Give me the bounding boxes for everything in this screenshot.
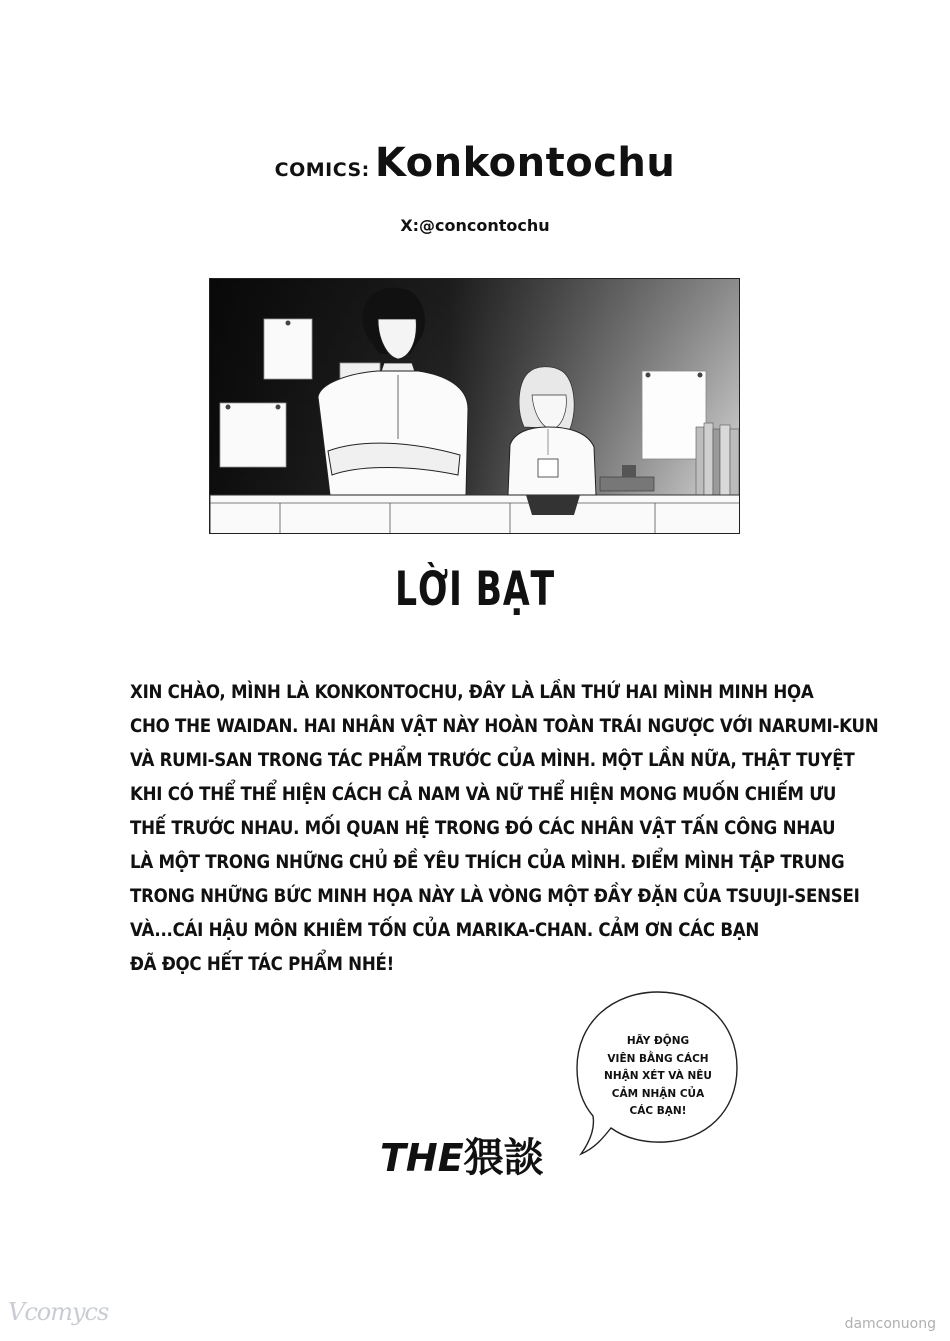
bubble-line: CẢM NHẬN CỦA (611, 1087, 705, 1100)
bubble-line: HÃY ĐỘNG (626, 1035, 690, 1047)
speech-bubble-text (588, 1033, 728, 1121)
vcomycs-watermark: Vcomycs (8, 1298, 109, 1326)
afterword-line: TRONG NHỮNG BỨC MINH HỌA NÀY LÀ VÒNG MỘT ĐẦY ĐẶN CỦA TSUUJI-SENSEI (130, 886, 860, 907)
page-title: LỜI BẠT (394, 562, 556, 617)
afterword-line: VÀ...CÁI HẬU MÔN KHIÊM TỐN CỦA MARIKA-CHAN. CẢM ƠN CÁC BẠN (130, 920, 760, 941)
bubble-line: VIÊN BẰNG CÁCH (607, 1052, 709, 1065)
afterword-line: THẾ TRƯỚC NHAU. MỐI QUAN HỆ TRONG ĐÓ CÁC NHÂN VẬT TẤN CÔNG NHAU (130, 818, 836, 839)
illustration-panel (209, 278, 740, 534)
bubble-line: CÁC BẠN! (629, 1105, 687, 1117)
artist-name: Konkontochu (374, 140, 676, 186)
damconuong-watermark: damconuong (844, 1316, 936, 1332)
afterword-line: LÀ MỘT TRONG NHỮNG CHỦ ĐỀ YÊU THÍCH CỦA MÌNH. ĐIỂM MÌNH TẬP TRUNG (130, 852, 845, 873)
afterword-line: ĐÃ ĐỌC HẾT TÁC PHẨM NHÉ! (130, 954, 394, 975)
office-illustration (210, 279, 740, 534)
afterword-line: CHO THE WAIDAN. HAI NHÂN VẬT NÀY HOÀN TOÀN TRÁI NGƯỢC VỚI NARUMI-KUN (130, 716, 879, 737)
afterword-text (130, 676, 879, 982)
comics-label: COMICS: (274, 159, 370, 181)
afterword-line: KHI CÓ THỂ THỂ HIỆN CÁCH CẢ NAM VÀ NỮ THỂ HIỆN MONG MUỐN CHIẾM ƯU (130, 784, 837, 805)
artist-handle: X:@concontochu (400, 216, 550, 235)
afterword-line: VÀ RUMI-SAN TRONG TÁC PHẨM TRƯỚC CỦA MÌNH. MỘT LẦN NỮA, THẬT TUYỆT (130, 750, 855, 771)
credits-heading (0, 140, 950, 186)
afterword-line: XIN CHÀO, MÌNH LÀ KONKONTOCHU, ĐÂY LÀ LẦN THỨ HAI MÌNH MINH HỌA (130, 682, 814, 703)
bubble-line: NHẬN XÉT VÀ NÊU (604, 1070, 712, 1082)
the-waidan-logo (380, 1126, 570, 1188)
logo-kanji: 猥談 (463, 1135, 544, 1181)
logo-prefix: THE (380, 1136, 464, 1180)
